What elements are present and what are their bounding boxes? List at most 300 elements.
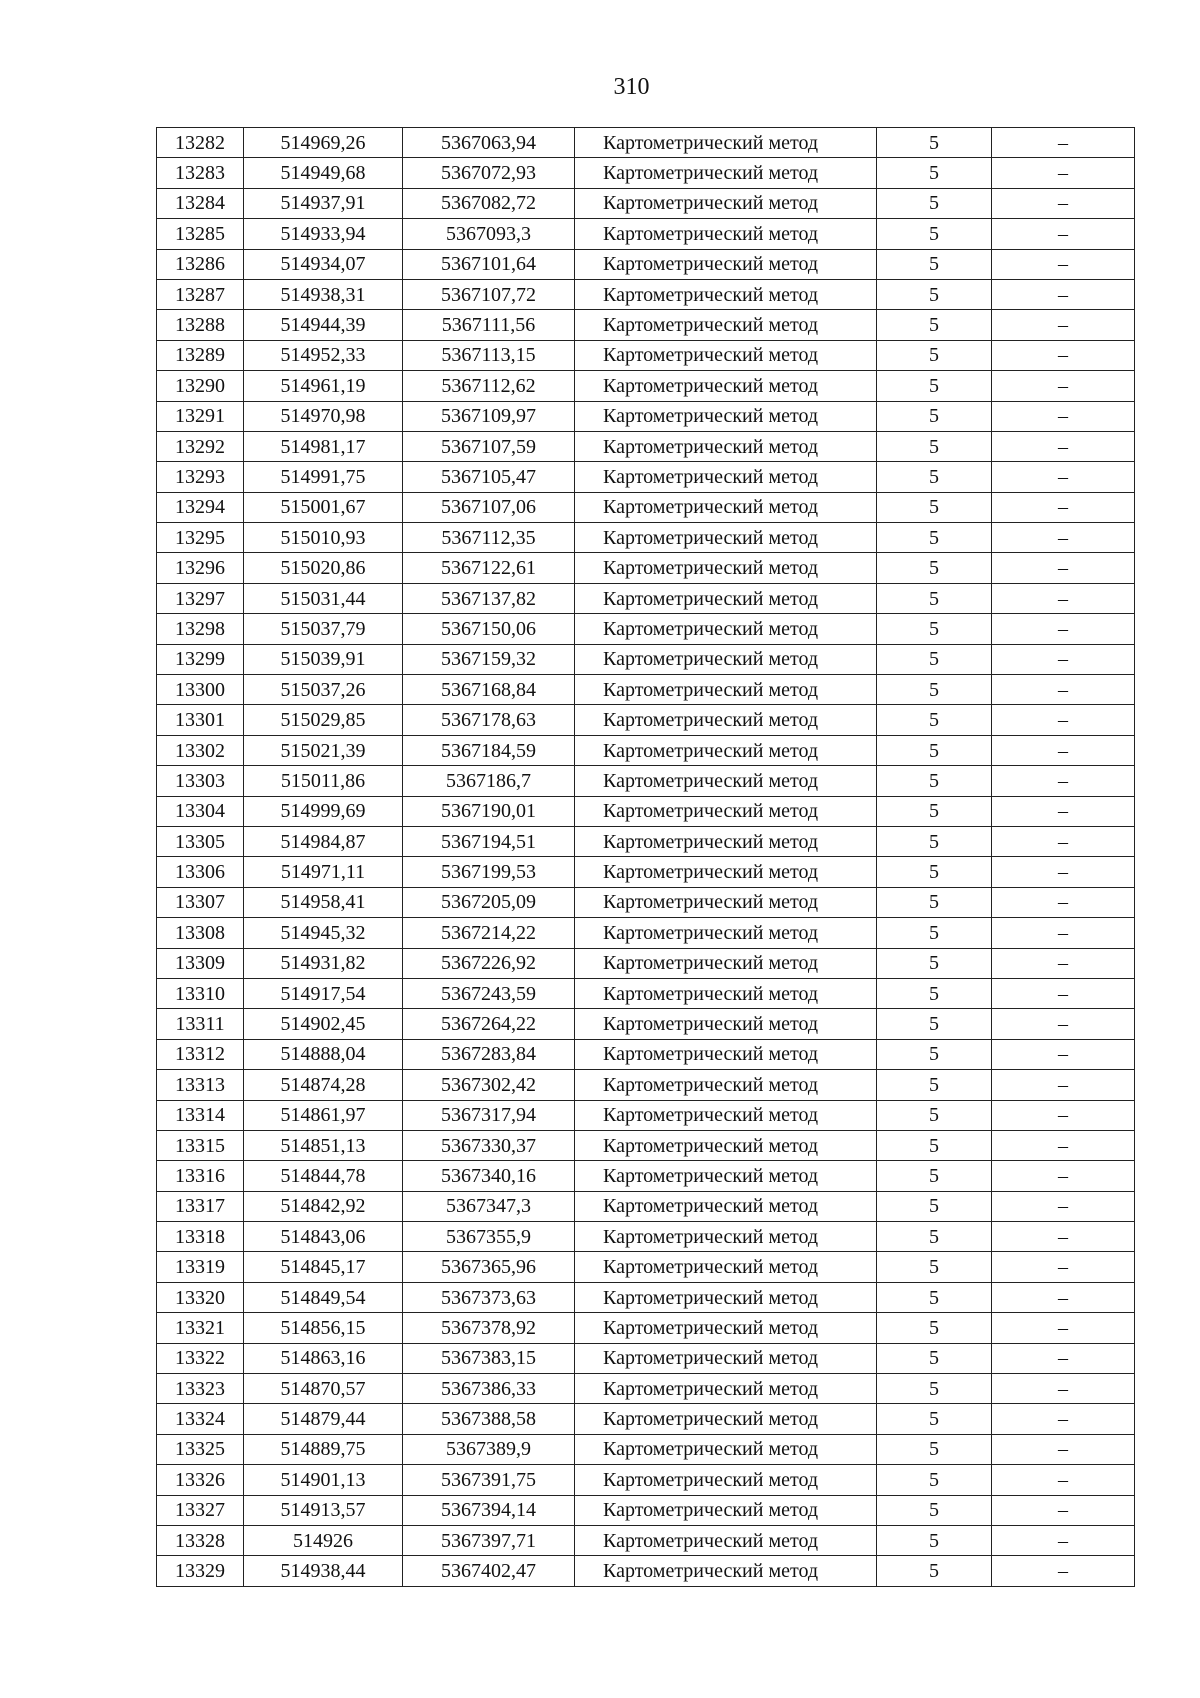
y-coordinate-cell: 5367105,47 xyxy=(403,462,575,492)
method-cell: Картометрический метод xyxy=(575,371,877,401)
point-number-cell: 13302 xyxy=(157,735,244,765)
y-coordinate-cell: 5367340,16 xyxy=(403,1161,575,1191)
x-coordinate-cell: 514970,98 xyxy=(244,401,403,431)
method-cell: Картометрический метод xyxy=(575,401,877,431)
y-coordinate-cell: 5367226,92 xyxy=(403,948,575,978)
y-coordinate-cell: 5367283,84 xyxy=(403,1039,575,1069)
x-coordinate-cell: 514851,13 xyxy=(244,1130,403,1160)
accuracy-cell: 5 xyxy=(877,462,992,492)
note-cell: – xyxy=(992,978,1135,1008)
method-cell: Картометрический метод xyxy=(575,1070,877,1100)
note-cell: – xyxy=(992,614,1135,644)
y-coordinate-cell: 5367355,9 xyxy=(403,1222,575,1252)
point-number-cell: 13283 xyxy=(157,158,244,188)
point-number-cell: 13309 xyxy=(157,948,244,978)
y-coordinate-cell: 5367391,75 xyxy=(403,1465,575,1495)
accuracy-cell: 5 xyxy=(877,583,992,613)
table-row xyxy=(157,1556,1135,1586)
y-coordinate-cell: 5367168,84 xyxy=(403,675,575,705)
x-coordinate-cell: 515010,93 xyxy=(244,523,403,553)
accuracy-cell: 5 xyxy=(877,644,992,674)
table-row xyxy=(157,188,1135,218)
y-coordinate-cell: 5367383,15 xyxy=(403,1343,575,1373)
table-row xyxy=(157,1039,1135,1069)
point-number-cell: 13295 xyxy=(157,523,244,553)
table-row xyxy=(157,766,1135,796)
method-cell: Картометрический метод xyxy=(575,1009,877,1039)
y-coordinate-cell: 5367109,97 xyxy=(403,401,575,431)
table-row xyxy=(157,219,1135,249)
coordinates-table xyxy=(156,127,1135,1587)
note-cell: – xyxy=(992,826,1135,856)
note-cell: – xyxy=(992,1404,1135,1434)
x-coordinate-cell: 514902,45 xyxy=(244,1009,403,1039)
accuracy-cell: 5 xyxy=(877,857,992,887)
table-row xyxy=(157,128,1135,158)
note-cell: – xyxy=(992,371,1135,401)
point-number-cell: 13307 xyxy=(157,887,244,917)
note-cell: – xyxy=(992,735,1135,765)
table-row xyxy=(157,1191,1135,1221)
table-row xyxy=(157,1130,1135,1160)
x-coordinate-cell: 514842,92 xyxy=(244,1191,403,1221)
y-coordinate-cell: 5367063,94 xyxy=(403,128,575,158)
method-cell: Картометрический метод xyxy=(575,614,877,644)
point-number-cell: 13329 xyxy=(157,1556,244,1586)
note-cell: – xyxy=(992,219,1135,249)
note-cell: – xyxy=(992,675,1135,705)
table-row xyxy=(157,887,1135,917)
point-number-cell: 13298 xyxy=(157,614,244,644)
table-row xyxy=(157,279,1135,309)
method-cell: Картометрический метод xyxy=(575,735,877,765)
point-number-cell: 13306 xyxy=(157,857,244,887)
note-cell: – xyxy=(992,1374,1135,1404)
y-coordinate-cell: 5367190,01 xyxy=(403,796,575,826)
x-coordinate-cell: 515029,85 xyxy=(244,705,403,735)
y-coordinate-cell: 5367378,92 xyxy=(403,1313,575,1343)
table-row xyxy=(157,1252,1135,1282)
y-coordinate-cell: 5367199,53 xyxy=(403,857,575,887)
x-coordinate-cell: 514933,94 xyxy=(244,219,403,249)
note-cell: – xyxy=(992,1525,1135,1555)
x-coordinate-cell: 514937,91 xyxy=(244,188,403,218)
method-cell: Картометрический метод xyxy=(575,918,877,948)
method-cell: Картометрический метод xyxy=(575,1525,877,1555)
accuracy-cell: 5 xyxy=(877,492,992,522)
accuracy-cell: 5 xyxy=(877,523,992,553)
accuracy-cell: 5 xyxy=(877,553,992,583)
table-row xyxy=(157,310,1135,340)
accuracy-cell: 5 xyxy=(877,705,992,735)
y-coordinate-cell: 5367214,22 xyxy=(403,918,575,948)
table-row xyxy=(157,1070,1135,1100)
x-coordinate-cell: 515001,67 xyxy=(244,492,403,522)
accuracy-cell: 5 xyxy=(877,1252,992,1282)
y-coordinate-cell: 5367194,51 xyxy=(403,826,575,856)
note-cell: – xyxy=(992,1070,1135,1100)
note-cell: – xyxy=(992,918,1135,948)
y-coordinate-cell: 5367397,71 xyxy=(403,1525,575,1555)
note-cell: – xyxy=(992,279,1135,309)
method-cell: Картометрический метод xyxy=(575,583,877,613)
note-cell: – xyxy=(992,340,1135,370)
accuracy-cell: 5 xyxy=(877,371,992,401)
method-cell: Картометрический метод xyxy=(575,887,877,917)
point-number-cell: 13291 xyxy=(157,401,244,431)
point-number-cell: 13282 xyxy=(157,128,244,158)
accuracy-cell: 5 xyxy=(877,675,992,705)
accuracy-cell: 5 xyxy=(877,1525,992,1555)
point-number-cell: 13325 xyxy=(157,1434,244,1464)
note-cell: – xyxy=(992,1465,1135,1495)
point-number-cell: 13293 xyxy=(157,462,244,492)
method-cell: Картометрический метод xyxy=(575,1222,877,1252)
accuracy-cell: 5 xyxy=(877,1039,992,1069)
method-cell: Картометрический метод xyxy=(575,1374,877,1404)
method-cell: Картометрический метод xyxy=(575,462,877,492)
accuracy-cell: 5 xyxy=(877,219,992,249)
method-cell: Картометрический метод xyxy=(575,766,877,796)
x-coordinate-cell: 514938,44 xyxy=(244,1556,403,1586)
y-coordinate-cell: 5367107,59 xyxy=(403,431,575,461)
method-cell: Картометрический метод xyxy=(575,1313,877,1343)
note-cell: – xyxy=(992,249,1135,279)
x-coordinate-cell: 514888,04 xyxy=(244,1039,403,1069)
accuracy-cell: 5 xyxy=(877,431,992,461)
note-cell: – xyxy=(992,1009,1135,1039)
point-number-cell: 13314 xyxy=(157,1100,244,1130)
point-number-cell: 13289 xyxy=(157,340,244,370)
note-cell: – xyxy=(992,1039,1135,1069)
x-coordinate-cell: 514870,57 xyxy=(244,1374,403,1404)
note-cell: – xyxy=(992,583,1135,613)
x-coordinate-cell: 514958,41 xyxy=(244,887,403,917)
note-cell: – xyxy=(992,1252,1135,1282)
table-row xyxy=(157,948,1135,978)
x-coordinate-cell: 514879,44 xyxy=(244,1404,403,1434)
accuracy-cell: 5 xyxy=(877,249,992,279)
y-coordinate-cell: 5367112,35 xyxy=(403,523,575,553)
x-coordinate-cell: 514971,11 xyxy=(244,857,403,887)
method-cell: Картометрический метод xyxy=(575,158,877,188)
table-row xyxy=(157,1525,1135,1555)
method-cell: Картометрический метод xyxy=(575,492,877,522)
table-row xyxy=(157,796,1135,826)
method-cell: Картометрический метод xyxy=(575,279,877,309)
method-cell: Картометрический метод xyxy=(575,1282,877,1312)
note-cell: – xyxy=(992,1100,1135,1130)
note-cell: – xyxy=(992,887,1135,917)
method-cell: Картометрический метод xyxy=(575,1130,877,1160)
note-cell: – xyxy=(992,796,1135,826)
method-cell: Картометрический метод xyxy=(575,249,877,279)
accuracy-cell: 5 xyxy=(877,1434,992,1464)
note-cell: – xyxy=(992,431,1135,461)
method-cell: Картометрический метод xyxy=(575,1404,877,1434)
point-number-cell: 13292 xyxy=(157,431,244,461)
x-coordinate-cell: 515037,26 xyxy=(244,675,403,705)
method-cell: Картометрический метод xyxy=(575,310,877,340)
y-coordinate-cell: 5367373,63 xyxy=(403,1282,575,1312)
y-coordinate-cell: 5367093,3 xyxy=(403,219,575,249)
note-cell: – xyxy=(992,1343,1135,1373)
table-row xyxy=(157,371,1135,401)
y-coordinate-cell: 5367184,59 xyxy=(403,735,575,765)
accuracy-cell: 5 xyxy=(877,1374,992,1404)
accuracy-cell: 5 xyxy=(877,1465,992,1495)
note-cell: – xyxy=(992,1130,1135,1160)
table-row xyxy=(157,553,1135,583)
y-coordinate-cell: 5367302,42 xyxy=(403,1070,575,1100)
y-coordinate-cell: 5367137,82 xyxy=(403,583,575,613)
x-coordinate-cell: 514991,75 xyxy=(244,462,403,492)
note-cell: – xyxy=(992,1434,1135,1464)
point-number-cell: 13305 xyxy=(157,826,244,856)
y-coordinate-cell: 5367317,94 xyxy=(403,1100,575,1130)
point-number-cell: 13288 xyxy=(157,310,244,340)
method-cell: Картометрический метод xyxy=(575,857,877,887)
table-row xyxy=(157,1343,1135,1373)
point-number-cell: 13327 xyxy=(157,1495,244,1525)
x-coordinate-cell: 514934,07 xyxy=(244,249,403,279)
method-cell: Картометрический метод xyxy=(575,1161,877,1191)
y-coordinate-cell: 5367330,37 xyxy=(403,1130,575,1160)
table-row xyxy=(157,978,1135,1008)
point-number-cell: 13286 xyxy=(157,249,244,279)
note-cell: – xyxy=(992,310,1135,340)
y-coordinate-cell: 5367112,62 xyxy=(403,371,575,401)
y-coordinate-cell: 5367186,7 xyxy=(403,766,575,796)
table-row xyxy=(157,401,1135,431)
table-row xyxy=(157,340,1135,370)
x-coordinate-cell: 514844,78 xyxy=(244,1161,403,1191)
x-coordinate-cell: 514917,54 xyxy=(244,978,403,1008)
accuracy-cell: 5 xyxy=(877,614,992,644)
y-coordinate-cell: 5367388,58 xyxy=(403,1404,575,1434)
accuracy-cell: 5 xyxy=(877,1009,992,1039)
table-row xyxy=(157,431,1135,461)
y-coordinate-cell: 5367082,72 xyxy=(403,188,575,218)
y-coordinate-cell: 5367107,72 xyxy=(403,279,575,309)
x-coordinate-cell: 515031,44 xyxy=(244,583,403,613)
accuracy-cell: 5 xyxy=(877,1313,992,1343)
method-cell: Картометрический метод xyxy=(575,340,877,370)
method-cell: Картометрический метод xyxy=(575,523,877,553)
note-cell: – xyxy=(992,1222,1135,1252)
y-coordinate-cell: 5367205,09 xyxy=(403,887,575,917)
accuracy-cell: 5 xyxy=(877,1556,992,1586)
method-cell: Картометрический метод xyxy=(575,1100,877,1130)
point-number-cell: 13284 xyxy=(157,188,244,218)
method-cell: Картометрический метод xyxy=(575,1252,877,1282)
table-row xyxy=(157,1465,1135,1495)
accuracy-cell: 5 xyxy=(877,1343,992,1373)
table-row xyxy=(157,158,1135,188)
method-cell: Картометрический метод xyxy=(575,1434,877,1464)
table-row xyxy=(157,918,1135,948)
table-row xyxy=(157,523,1135,553)
y-coordinate-cell: 5367072,93 xyxy=(403,158,575,188)
method-cell: Картометрический метод xyxy=(575,796,877,826)
x-coordinate-cell: 514981,17 xyxy=(244,431,403,461)
note-cell: – xyxy=(992,1282,1135,1312)
method-cell: Картометрический метод xyxy=(575,188,877,218)
point-number-cell: 13300 xyxy=(157,675,244,705)
y-coordinate-cell: 5367159,32 xyxy=(403,644,575,674)
note-cell: – xyxy=(992,1495,1135,1525)
table-row xyxy=(157,675,1135,705)
x-coordinate-cell: 514843,06 xyxy=(244,1222,403,1252)
accuracy-cell: 5 xyxy=(877,1495,992,1525)
x-coordinate-cell: 514944,39 xyxy=(244,310,403,340)
method-cell: Картометрический метод xyxy=(575,128,877,158)
x-coordinate-cell: 514874,28 xyxy=(244,1070,403,1100)
note-cell: – xyxy=(992,1556,1135,1586)
x-coordinate-cell: 514931,82 xyxy=(244,948,403,978)
table-row xyxy=(157,1282,1135,1312)
point-number-cell: 13294 xyxy=(157,492,244,522)
note-cell: – xyxy=(992,1313,1135,1343)
x-coordinate-cell: 515021,39 xyxy=(244,735,403,765)
accuracy-cell: 5 xyxy=(877,1404,992,1434)
method-cell: Картометрический метод xyxy=(575,826,877,856)
point-number-cell: 13322 xyxy=(157,1343,244,1373)
method-cell: Картометрический метод xyxy=(575,948,877,978)
method-cell: Картометрический метод xyxy=(575,431,877,461)
note-cell: – xyxy=(992,462,1135,492)
x-coordinate-cell: 514901,13 xyxy=(244,1465,403,1495)
accuracy-cell: 5 xyxy=(877,796,992,826)
point-number-cell: 13321 xyxy=(157,1313,244,1343)
table-row xyxy=(157,614,1135,644)
x-coordinate-cell: 514945,32 xyxy=(244,918,403,948)
table-row xyxy=(157,1100,1135,1130)
x-coordinate-cell: 514926 xyxy=(244,1525,403,1555)
note-cell: – xyxy=(992,553,1135,583)
note-cell: – xyxy=(992,766,1135,796)
point-number-cell: 13304 xyxy=(157,796,244,826)
table-row xyxy=(157,1222,1135,1252)
table-row xyxy=(157,644,1135,674)
note-cell: – xyxy=(992,644,1135,674)
y-coordinate-cell: 5367178,63 xyxy=(403,705,575,735)
y-coordinate-cell: 5367122,61 xyxy=(403,553,575,583)
point-number-cell: 13311 xyxy=(157,1009,244,1039)
x-coordinate-cell: 515011,86 xyxy=(244,766,403,796)
y-coordinate-cell: 5367113,15 xyxy=(403,340,575,370)
x-coordinate-cell: 515037,79 xyxy=(244,614,403,644)
accuracy-cell: 5 xyxy=(877,978,992,1008)
point-number-cell: 13296 xyxy=(157,553,244,583)
accuracy-cell: 5 xyxy=(877,188,992,218)
table-row xyxy=(157,1434,1135,1464)
table-row xyxy=(157,705,1135,735)
table-row xyxy=(157,1313,1135,1343)
point-number-cell: 13299 xyxy=(157,644,244,674)
point-number-cell: 13290 xyxy=(157,371,244,401)
x-coordinate-cell: 514845,17 xyxy=(244,1252,403,1282)
x-coordinate-cell: 515020,86 xyxy=(244,553,403,583)
method-cell: Картометрический метод xyxy=(575,705,877,735)
table-row xyxy=(157,1404,1135,1434)
method-cell: Картометрический метод xyxy=(575,1556,877,1586)
method-cell: Картометрический метод xyxy=(575,675,877,705)
x-coordinate-cell: 514913,57 xyxy=(244,1495,403,1525)
note-cell: – xyxy=(992,705,1135,735)
x-coordinate-cell: 514952,33 xyxy=(244,340,403,370)
accuracy-cell: 5 xyxy=(877,279,992,309)
point-number-cell: 13319 xyxy=(157,1252,244,1282)
method-cell: Картометрический метод xyxy=(575,1039,877,1069)
method-cell: Картометрический метод xyxy=(575,1495,877,1525)
method-cell: Картометрический метод xyxy=(575,1465,877,1495)
x-coordinate-cell: 514984,87 xyxy=(244,826,403,856)
accuracy-cell: 5 xyxy=(877,918,992,948)
x-coordinate-cell: 514863,16 xyxy=(244,1343,403,1373)
y-coordinate-cell: 5367389,9 xyxy=(403,1434,575,1464)
point-number-cell: 13310 xyxy=(157,978,244,1008)
x-coordinate-cell: 514849,54 xyxy=(244,1282,403,1312)
x-coordinate-cell: 514969,26 xyxy=(244,128,403,158)
point-number-cell: 13297 xyxy=(157,583,244,613)
method-cell: Картометрический метод xyxy=(575,553,877,583)
x-coordinate-cell: 514856,15 xyxy=(244,1313,403,1343)
accuracy-cell: 5 xyxy=(877,1161,992,1191)
note-cell: – xyxy=(992,401,1135,431)
accuracy-cell: 5 xyxy=(877,310,992,340)
table-row xyxy=(157,492,1135,522)
y-coordinate-cell: 5367365,96 xyxy=(403,1252,575,1282)
point-number-cell: 13312 xyxy=(157,1039,244,1069)
note-cell: – xyxy=(992,948,1135,978)
accuracy-cell: 5 xyxy=(877,1222,992,1252)
note-cell: – xyxy=(992,857,1135,887)
accuracy-cell: 5 xyxy=(877,1191,992,1221)
accuracy-cell: 5 xyxy=(877,340,992,370)
accuracy-cell: 5 xyxy=(877,948,992,978)
point-number-cell: 13313 xyxy=(157,1070,244,1100)
point-number-cell: 13315 xyxy=(157,1130,244,1160)
accuracy-cell: 5 xyxy=(877,401,992,431)
table-body xyxy=(157,128,1135,1587)
table-row xyxy=(157,249,1135,279)
y-coordinate-cell: 5367394,14 xyxy=(403,1495,575,1525)
table-row xyxy=(157,1161,1135,1191)
point-number-cell: 13301 xyxy=(157,705,244,735)
x-coordinate-cell: 514999,69 xyxy=(244,796,403,826)
note-cell: – xyxy=(992,128,1135,158)
note-cell: – xyxy=(992,188,1135,218)
point-number-cell: 13328 xyxy=(157,1525,244,1555)
note-cell: – xyxy=(992,492,1135,522)
point-number-cell: 13326 xyxy=(157,1465,244,1495)
x-coordinate-cell: 514961,19 xyxy=(244,371,403,401)
note-cell: – xyxy=(992,523,1135,553)
y-coordinate-cell: 5367150,06 xyxy=(403,614,575,644)
point-number-cell: 13285 xyxy=(157,219,244,249)
y-coordinate-cell: 5367111,56 xyxy=(403,310,575,340)
method-cell: Картометрический метод xyxy=(575,1343,877,1373)
accuracy-cell: 5 xyxy=(877,1100,992,1130)
method-cell: Картометрический метод xyxy=(575,1191,877,1221)
accuracy-cell: 5 xyxy=(877,1070,992,1100)
accuracy-cell: 5 xyxy=(877,128,992,158)
point-number-cell: 13303 xyxy=(157,766,244,796)
table-row xyxy=(157,583,1135,613)
accuracy-cell: 5 xyxy=(877,887,992,917)
accuracy-cell: 5 xyxy=(877,158,992,188)
